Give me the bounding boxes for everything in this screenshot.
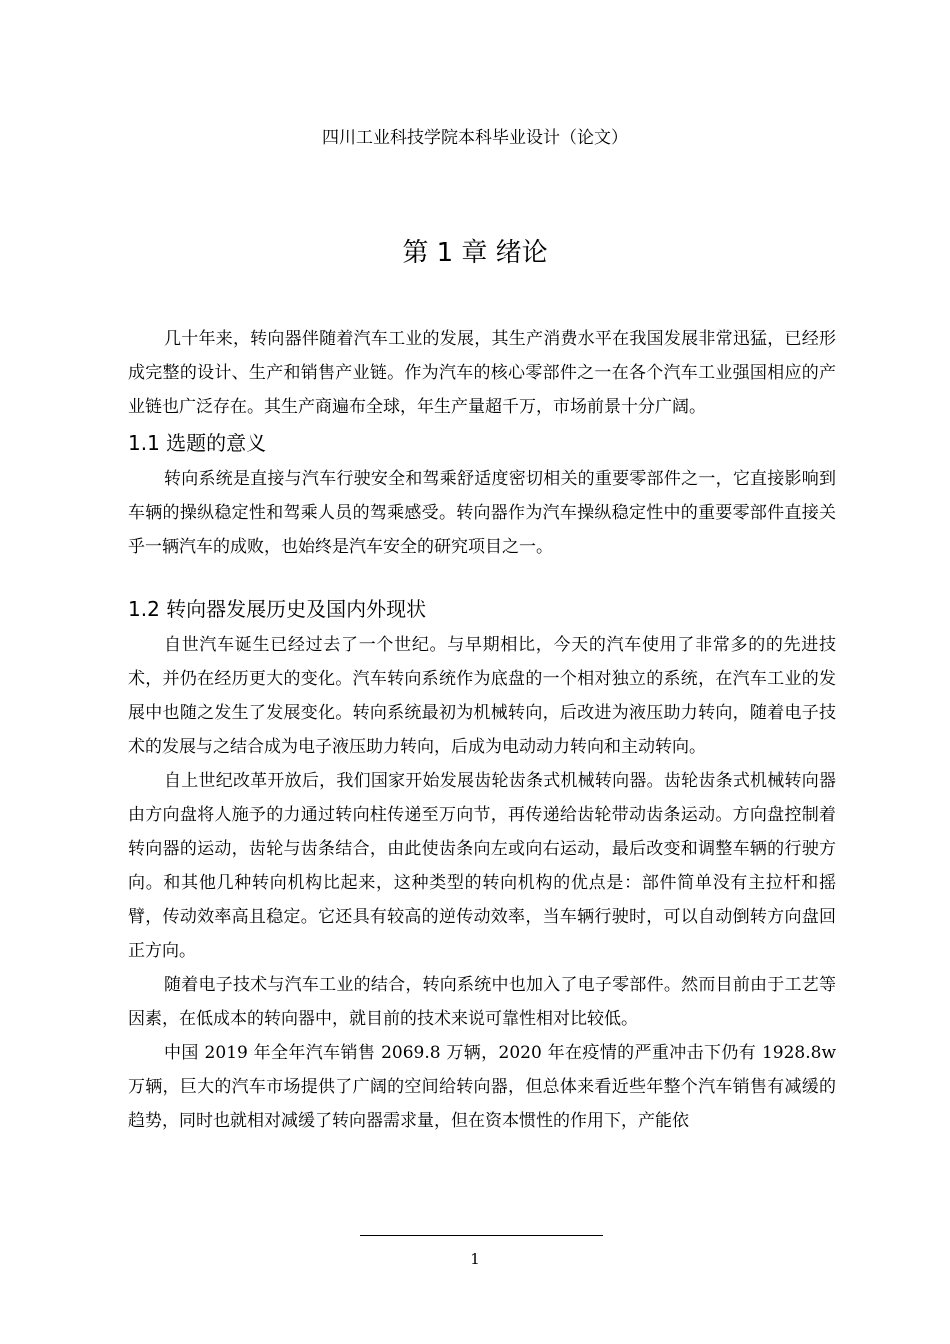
- chapter-title: 第 1 章 绪论: [402, 238, 548, 268]
- section-1-1-paragraph-1: 转向系统是直接与汽车行驶安全和驾乘舒适度密切相关的重要零部件之一，它直接影响到车辆的操纵稳定性和驾乘人员的驾乘感受。转向器作为汽车操纵稳定性中的重要零部件直接关乎一辆汽车的成败，也始终是汽车安全的研究项目之一。: [128, 469, 836, 557]
- section-heading-1-2: 1.2 转向器发展历史及国内外现状: [128, 597, 427, 621]
- running-header: 四川工业科技学院本科毕业设计（论文）: [322, 128, 628, 148]
- section-1-2-paragraph-2: 自上世纪改革开放后，我们国家开始发展齿轮齿条式机械转向器。齿轮齿条式机械转向器由方向盘将人施予的力通过转向柱传递至万向节，再传递给齿轮带动齿条运动。方向盘控制着转向器的运动，齿轮与齿条结合，由此使齿条向左或向右运动，最后改变和调整车辆的行驶方向。和其他几种转向机构比起来，这种类型的转向机构的优点是：部件简单没有主拉杆和摇臂，传动效率高且稳定。它还具有较高的逆传动效率，当车辆行驶时，可以自动倒转方向盘回正方向。: [128, 771, 836, 961]
- page-body: [128, 322, 836, 1138]
- section-1-2-paragraph-1: 自世汽车诞生已经过去了一个世纪。与早期相比，今天的汽车使用了非常多的的先进技术，并仍在经历更大的变化。汽车转向系统作为底盘的一个相对独立的系统，在汽车工业的发展中也随之发生了发展变化。转向系统最初为机械转向，后改进为液压助力转向，随着电子技术的发展与之结合成为电子液压助力转向，后成为电动动力转向和主动转向。: [128, 635, 836, 757]
- page-number: 1: [470, 1250, 480, 1268]
- section-1-2-paragraph-3: 随着电子技术与汽车工业的结合，转向系统中也加入了电子零部件。然而目前由于工艺等因素，在低成本的转向器中，就目前的技术来说可靠性相对比较低。: [128, 975, 836, 1029]
- section-heading-1-1: 1.1 选题的意义: [128, 431, 267, 455]
- intro-paragraph: 几十年来，转向器伴随着汽车工业的发展，其生产消费水平在我国发展非常迅猛，已经形成完整的设计、生产和销售产业链。作为汽车的核心零部件之一在各个汽车工业强国相应的产业链也广泛存在。其生产商遍布全球，年生产量超千万，市场前景十分广阔。: [128, 329, 836, 417]
- section-1-2-paragraph-4: 中国 2019 年全年汽车销售 2069.8 万辆，2020 年在疫情的严重冲击下仍有 1928.8w 万辆，巨大的汽车市场提供了广阔的空间给转向器，但总体来看近些年整个汽车销售有减缓的趋势，同时也就相对减缓了转向器需求量，但在资本惯性的作用下，产能依: [128, 1043, 836, 1131]
- footer-divider: [360, 1235, 603, 1236]
